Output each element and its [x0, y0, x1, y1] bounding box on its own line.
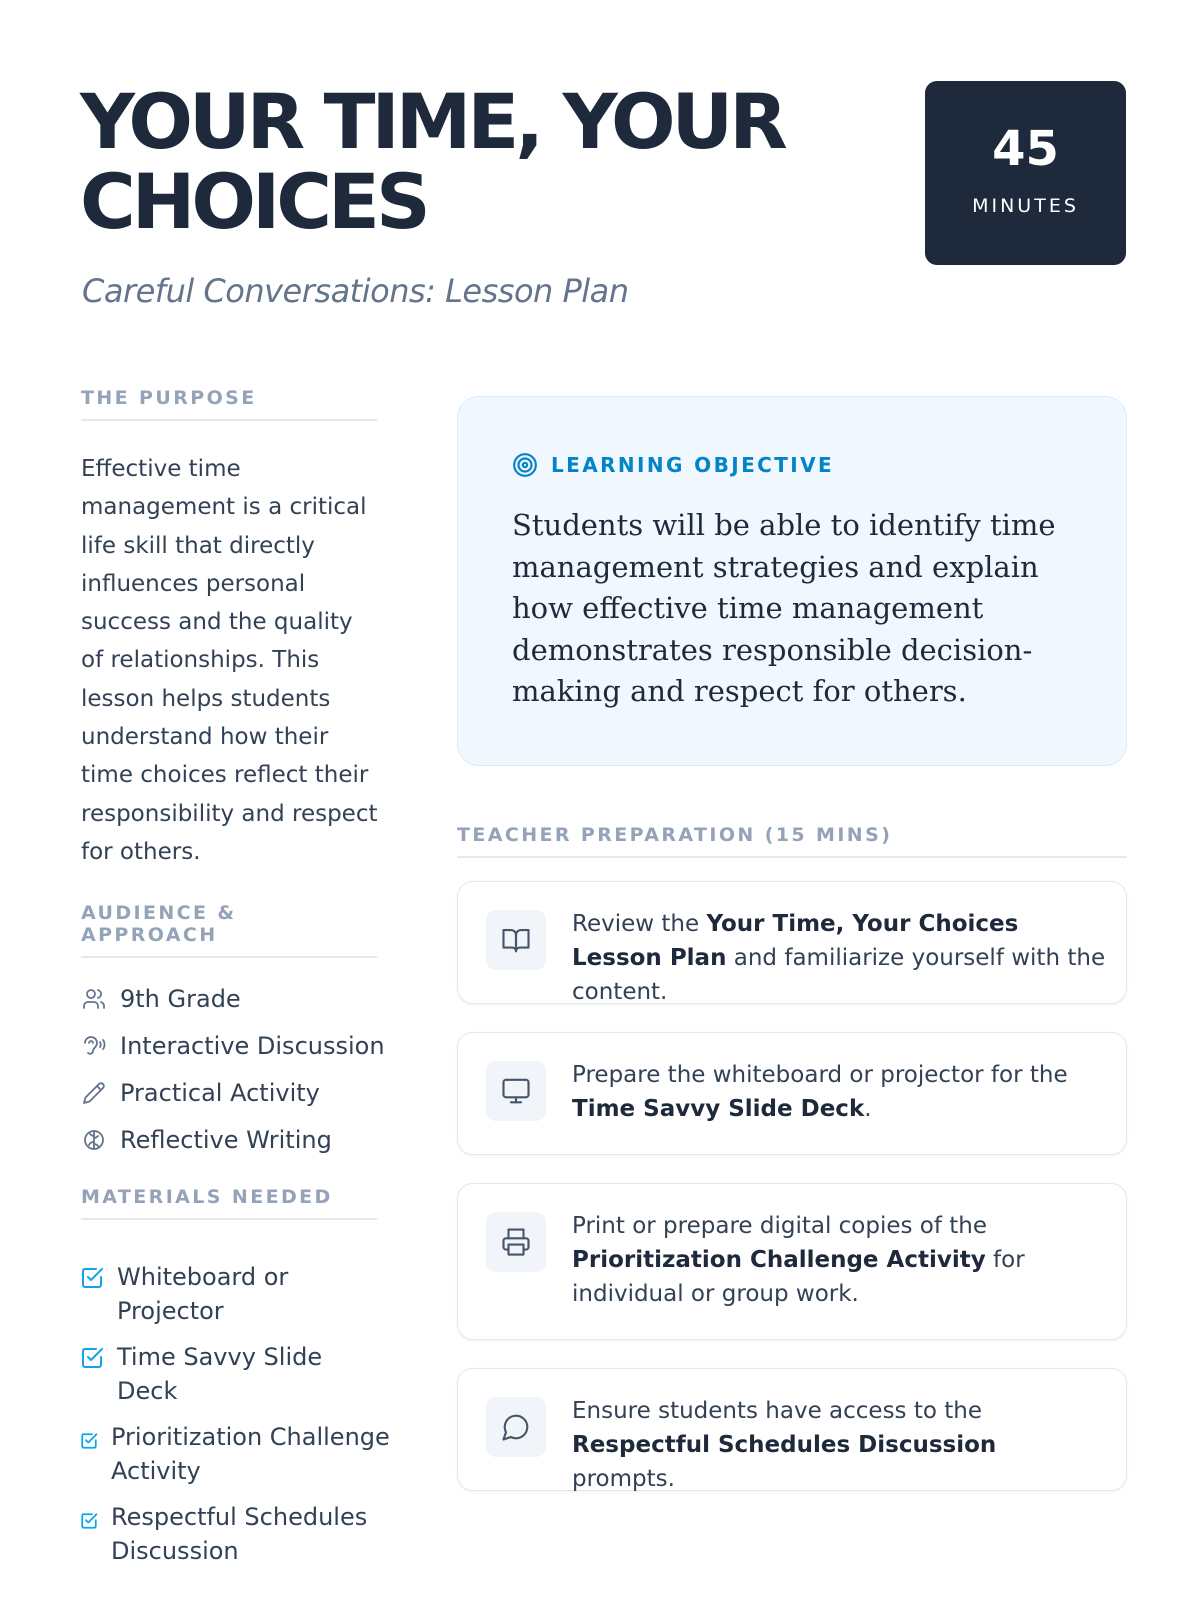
- audience-heading: AUDIENCE & APPROACH: [81, 902, 377, 958]
- printer-icon: [486, 1212, 546, 1272]
- duration-badge: [925, 81, 1126, 265]
- check-square-icon: [80, 1345, 104, 1379]
- prep-step-card: [457, 1368, 1127, 1491]
- check-square-icon: [80, 1505, 98, 1539]
- material-label: Prioritization Challenge Activity: [111, 1423, 390, 1485]
- audience-label: Reflective Writing: [120, 1125, 332, 1154]
- learning-objective-card: [457, 396, 1127, 766]
- list-item: [80, 1420, 390, 1488]
- audience-label: Interactive Discussion: [120, 1031, 385, 1060]
- material-label: Respectful Schedules Discussion: [111, 1503, 368, 1565]
- materials-heading: MATERIALS NEEDED: [81, 1186, 377, 1220]
- purpose-text: Effective time management is a critical life skill that directly influences personal success and the quality of relationships. This lesson helps students understand how their time choices reflect their responsibility and respect for others.: [81, 456, 378, 865]
- list-item: [80, 1069, 390, 1116]
- duration-value: 45: [992, 121, 1059, 177]
- page-title: YOUR TIME, YOUR CHOICES: [80, 77, 784, 246]
- prep-step-text: Prepare the whiteboard or projector for the Time Savvy Slide Deck.: [572, 1062, 1068, 1122]
- page-subtitle: Careful Conversations: Lesson Plan: [82, 272, 629, 310]
- users-icon: [80, 985, 107, 1012]
- objective-heading: LEARNING OBJECTIVE: [551, 453, 835, 477]
- check-square-icon: [80, 1425, 98, 1459]
- list-item: [80, 975, 390, 1022]
- list-item: [80, 1260, 390, 1328]
- list-item: [80, 1500, 390, 1568]
- duration-unit: MINUTES: [972, 195, 1079, 217]
- objective-text: Students will be able to identify time management strategies and explain how effective time management demonstrates responsible decision-making and respect for others.: [512, 508, 1056, 708]
- target-icon: [512, 452, 538, 478]
- prep-step-card: [457, 1183, 1127, 1340]
- book-open-icon: [486, 910, 546, 970]
- preparation-heading: TEACHER PREPARATION (15 MINS): [457, 824, 1127, 858]
- list-item: [80, 1116, 390, 1163]
- material-label: Time Savvy Slide Deck: [117, 1343, 323, 1405]
- check-square-icon: [80, 1265, 104, 1299]
- audience-list: [80, 975, 390, 1163]
- prep-step-text: Review the Your Time, Your Choices Lesson Plan and familiarize yourself with the content.: [572, 911, 1106, 1005]
- brain-icon: [80, 1126, 107, 1153]
- ear-icon: [80, 1032, 107, 1059]
- audience-label: Practical Activity: [120, 1078, 320, 1107]
- pencil-icon: [80, 1079, 107, 1106]
- prep-step-text: Print or prepare digital copies of the Prioritization Challenge Activity for individual or group work.: [572, 1213, 1025, 1307]
- material-label: Whiteboard or Projector: [117, 1263, 289, 1325]
- message-circle-icon: [486, 1397, 546, 1457]
- materials-list: [80, 1260, 390, 1580]
- list-item: [80, 1022, 390, 1069]
- monitor-icon: [486, 1061, 546, 1121]
- prep-step-text: Ensure students have access to the Respectful Schedules Discussion prompts.: [572, 1398, 997, 1492]
- prep-step-card: [457, 881, 1127, 1004]
- prep-step-card: [457, 1032, 1127, 1155]
- purpose-heading: THE PURPOSE: [81, 387, 377, 421]
- audience-label: 9th Grade: [120, 984, 241, 1013]
- list-item: [80, 1340, 390, 1408]
